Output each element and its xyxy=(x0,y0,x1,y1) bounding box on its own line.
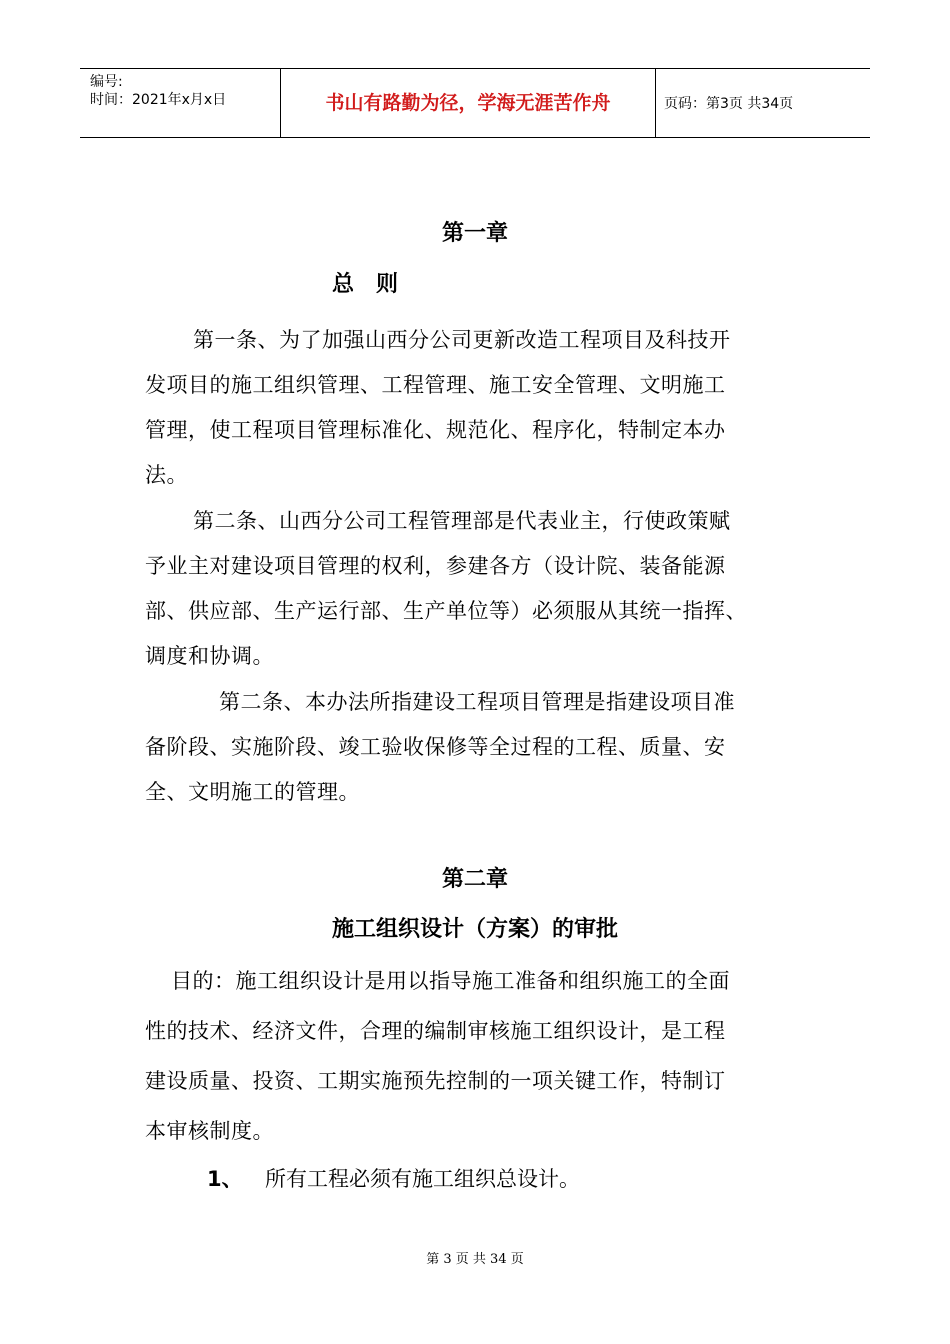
chapter1-article1 xyxy=(145,318,731,498)
article2-line1: 第二条、山西分公司工程管理部是代表业主，行使政策赋 xyxy=(193,509,731,533)
purpose-line2: 性的技术、经济文件，合理的编制审核施工组织设计，是工程 xyxy=(145,1019,726,1043)
article1-line2: 发项目的施工组织管理、工程管理、施工安全管理、文明施工 xyxy=(145,373,726,397)
chapter1-title: 第一章 xyxy=(441,221,508,246)
document-header xyxy=(80,68,870,138)
chapter2-title: 第二章 xyxy=(441,867,508,892)
header-left-cell xyxy=(80,69,280,137)
article3-line1: 第二条、本办法所指建设工程项目管理是指建设项目准 xyxy=(219,690,735,714)
article2-line2: 予业主对建设项目管理的权利，参建各方（设计院、装备能源 xyxy=(145,554,726,578)
item1-number: 1、 xyxy=(207,1167,243,1191)
article1-line1: 第一条、为了加强山西分公司更新改造工程项目及科技开 xyxy=(193,328,731,352)
chapter2-subtitle: 施工组织设计（方案）的审批 xyxy=(331,917,618,942)
article2-line3: 部、供应部、生产运行部、生产单位等）必须服从其统一指挥、 xyxy=(145,599,747,623)
page-footer: 第 3 页 共 34 页 xyxy=(426,1252,524,1267)
chapter1-article2 xyxy=(145,499,747,679)
article1-line4: 法。 xyxy=(145,463,188,487)
article2-line4: 调度和协调。 xyxy=(145,644,274,668)
article1-line3: 管理，使工程项目管理标准化、规范化、程序化，特制定本办 xyxy=(145,418,726,442)
document-number-label: 编号: xyxy=(90,74,123,90)
chapter2-purpose xyxy=(145,956,730,1156)
purpose-line4: 本审核制度。 xyxy=(145,1119,274,1143)
header-motto-cell xyxy=(280,69,656,137)
item1-text: 所有工程必须有施工组织总设计。 xyxy=(265,1167,580,1191)
header-page-label: 页码：第3页 共34页 xyxy=(664,96,794,112)
document-time-label: 时间：2021年x月x日 xyxy=(90,92,227,108)
purpose-line3: 建设质量、投资、工期实施预先控制的一项关键工作，特制订 xyxy=(145,1069,726,1093)
chapter1-subtitle: 总 则 xyxy=(331,272,398,297)
header-motto: 书山有路勤为径，学海无涯苦作舟 xyxy=(325,92,611,114)
purpose-line1: 目的：施工组织设计是用以指导施工准备和组织施工的全面 xyxy=(171,969,730,993)
article3-line3: 全、文明施工的管理。 xyxy=(145,780,360,804)
chapter1-article3 xyxy=(145,680,735,815)
article3-line2: 备阶段、实施阶段、竣工验收保修等全过程的工程、质量、安 xyxy=(145,735,726,759)
header-page-cell xyxy=(655,69,870,137)
